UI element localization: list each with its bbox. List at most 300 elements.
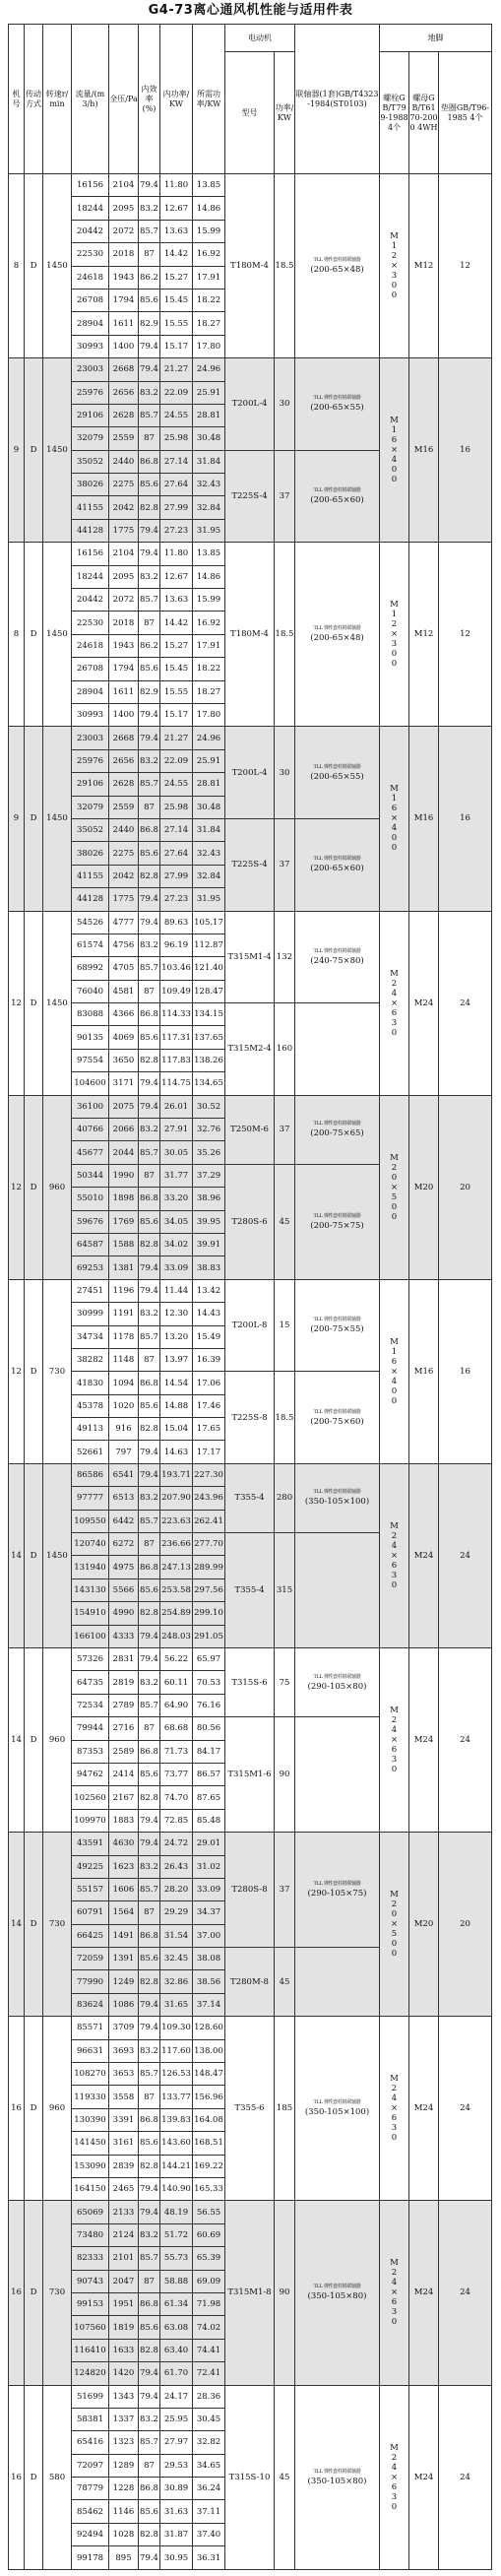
- required-power-cell: 37.14: [193, 1993, 225, 2016]
- flow-cell: 92494: [72, 2523, 109, 2545]
- flow-cell: 107560: [72, 2316, 109, 2339]
- table-row: [9, 727, 492, 749]
- efficiency-cell: 79.4: [139, 2177, 160, 2200]
- flow-cell: 52661: [72, 1441, 109, 1463]
- internal-power-cell: 15.45: [160, 658, 193, 680]
- required-power-cell: 13.85: [193, 543, 225, 565]
- flow-cell: 69253: [72, 1256, 109, 1279]
- internal-power-cell: 89.63: [160, 911, 193, 934]
- header-coupling: 联轴器(1套)GB/T4323-1984(ST0103): [295, 25, 380, 174]
- required-power-cell: 134.65: [193, 1072, 225, 1095]
- pressure-cell: 2066: [109, 1119, 139, 1141]
- motor-model-cell: T315S-10: [225, 2385, 275, 2570]
- efficiency-cell: 85.6: [139, 1948, 160, 1970]
- motor-power-cell: 90: [275, 1717, 295, 1833]
- nut-cell: M16: [409, 358, 439, 543]
- nut-cell: M16: [409, 727, 439, 911]
- motor-power-cell: 45: [275, 2385, 295, 2570]
- coupling-badge: TLL 弹性套柱销联轴器: [313, 625, 361, 632]
- pressure-cell: 4366: [109, 1003, 139, 1026]
- flow-cell: 55157: [72, 1878, 109, 1900]
- flow-cell: 22530: [72, 243, 109, 266]
- pressure-cell: 2047: [109, 2270, 139, 2292]
- pressure-cell: 2095: [109, 565, 139, 588]
- bolt-cell: M 1 2 × 3 0 0: [380, 543, 409, 727]
- efficiency-cell: 82.8: [139, 1233, 160, 1256]
- flow-cell: 58381: [72, 2408, 109, 2430]
- efficiency-cell: 86.2: [139, 266, 160, 289]
- pressure-cell: 3653: [109, 2063, 139, 2086]
- efficiency-cell: 85.7: [139, 773, 160, 796]
- efficiency-cell: 85.6: [139, 289, 160, 311]
- required-power-cell: 32.84: [193, 496, 225, 519]
- internal-power-cell: 34.02: [160, 1233, 193, 1256]
- machine-no-cell: 14: [9, 1648, 25, 1833]
- flow-cell: 76040: [72, 980, 109, 1002]
- required-power-cell: 243.96: [193, 1487, 225, 1510]
- coupling-spec: (200-75×75): [310, 1220, 364, 1231]
- speed-cell: 1450: [43, 543, 72, 727]
- flow-cell: 104600: [72, 1072, 109, 1095]
- internal-power-cell: 103.46: [160, 957, 193, 980]
- internal-power-cell: 34.05: [160, 1210, 193, 1233]
- motor-power-cell: 37: [275, 450, 295, 543]
- drive-cell: D: [25, 174, 43, 358]
- header-speed: 转速r/min: [43, 25, 72, 174]
- drive-cell: D: [25, 1463, 43, 1647]
- pressure-cell: 1337: [109, 2408, 139, 2430]
- speed-cell: 960: [43, 1095, 72, 1279]
- flow-cell: 26708: [72, 289, 109, 311]
- required-power-cell: 37.29: [193, 1164, 225, 1187]
- internal-power-cell: 29.29: [160, 1901, 193, 1924]
- coupling-spec: (200-65×55): [310, 403, 364, 414]
- required-power-cell: 32.76: [193, 1119, 225, 1141]
- required-power-cell: 121.40: [193, 957, 225, 980]
- required-power-cell: 112.87: [193, 934, 225, 956]
- flow-cell: 22530: [72, 612, 109, 634]
- motor-model-cell: T355-4: [225, 1533, 275, 1648]
- efficiency-cell: 79.4: [139, 174, 160, 197]
- drive-cell: D: [25, 1095, 43, 1279]
- flow-cell: 130390: [72, 2108, 109, 2131]
- flow-cell: 35052: [72, 818, 109, 841]
- efficiency-cell: 82.8: [139, 2339, 160, 2361]
- required-power-cell: 15.99: [193, 220, 225, 242]
- table-body: [9, 174, 492, 2570]
- bolt-cell: M 2 4 × 6 3 0: [380, 1648, 409, 1833]
- flow-cell: 141450: [72, 2132, 109, 2155]
- coupling-badge: TLL 弹性套柱销联轴器: [313, 1408, 361, 1415]
- flow-cell: 72534: [72, 1694, 109, 1716]
- bolt-cell: M 2 4 × 6 3 0: [380, 911, 409, 1095]
- drive-cell: D: [25, 358, 43, 543]
- speed-cell: 1450: [43, 911, 72, 1095]
- efficiency-cell: 85.6: [139, 2316, 160, 2339]
- internal-power-cell: 71.73: [160, 1740, 193, 1763]
- pressure-cell: 1391: [109, 1948, 139, 1970]
- internal-power-cell: 31.77: [160, 1164, 193, 1187]
- internal-power-cell: 14.42: [160, 612, 193, 634]
- internal-power-cell: 21.27: [160, 727, 193, 749]
- coupling-cell: [295, 450, 380, 543]
- pressure-cell: 1146: [109, 2500, 139, 2523]
- washer-cell: 16: [439, 1279, 492, 1463]
- coupling-badge: TLL 弹性套柱销联轴器: [313, 395, 361, 402]
- internal-power-cell: 58.88: [160, 2270, 193, 2292]
- nut-cell: M24: [409, 2201, 439, 2385]
- pressure-cell: 6442: [109, 1510, 139, 1532]
- coupling-spec: (350-105×80): [307, 2476, 367, 2486]
- efficiency-cell: 86.8: [139, 2108, 160, 2131]
- pressure-cell: 1611: [109, 680, 139, 703]
- flow-cell: 32079: [72, 796, 109, 818]
- coupling-cell: [295, 1717, 380, 1833]
- coupling-cell: [295, 1948, 380, 2017]
- drive-cell: D: [25, 1833, 43, 2017]
- internal-power-cell: 14.42: [160, 243, 193, 266]
- internal-power-cell: 11.44: [160, 1279, 193, 1302]
- flow-cell: 166100: [72, 1625, 109, 1647]
- coupling-cell: [295, 543, 380, 727]
- flow-cell: 45677: [72, 1141, 109, 1164]
- internal-power-cell: 30.05: [160, 1141, 193, 1164]
- required-power-cell: 30.45: [193, 2408, 225, 2430]
- efficiency-cell: 79.4: [139, 703, 160, 726]
- motor-power-cell: 37: [275, 1833, 295, 1948]
- required-power-cell: 148.47: [193, 2063, 225, 2086]
- efficiency-cell: 79.4: [139, 1072, 160, 1095]
- efficiency-cell: 86.8: [139, 2478, 160, 2500]
- motor-power-cell: 37: [275, 818, 295, 911]
- washer-cell: 16: [439, 358, 492, 543]
- flow-cell: 97554: [72, 1049, 109, 1071]
- required-power-cell: 36.24: [193, 2478, 225, 2500]
- required-power-cell: 169.22: [193, 2155, 225, 2177]
- efficiency-cell: 83.2: [139, 934, 160, 956]
- internal-power-cell: 207.90: [160, 1487, 193, 1510]
- pressure-cell: 2101: [109, 2247, 139, 2270]
- flow-cell: 29106: [72, 773, 109, 796]
- required-power-cell: 17.65: [193, 1418, 225, 1441]
- speed-cell: 730: [43, 1833, 72, 2017]
- pressure-cell: 2465: [109, 2177, 139, 2200]
- header-efficiency: 内效率(%): [139, 25, 160, 174]
- internal-power-cell: 139.83: [160, 2108, 193, 2131]
- internal-power-cell: 64.90: [160, 1694, 193, 1716]
- washer-cell: 24: [439, 1648, 492, 1833]
- required-power-cell: 38.83: [193, 1256, 225, 1279]
- required-power-cell: 28.81: [193, 773, 225, 796]
- internal-power-cell: 30.95: [160, 2546, 193, 2570]
- flow-cell: 108270: [72, 2063, 109, 2086]
- drive-cell: D: [25, 2201, 43, 2385]
- required-power-cell: 134.15: [193, 1003, 225, 1026]
- efficiency-cell: 79.4: [139, 2201, 160, 2223]
- internal-power-cell: 25.95: [160, 2408, 193, 2430]
- motor-model-cell: T280S-6: [225, 1164, 275, 1279]
- machine-no-cell: 14: [9, 1463, 25, 1647]
- efficiency-cell: 79.4: [139, 2362, 160, 2385]
- pressure-cell: 1990: [109, 1164, 139, 1187]
- pressure-cell: 3391: [109, 2108, 139, 2131]
- internal-power-cell: 31.54: [160, 1924, 193, 1947]
- flow-cell: 36100: [72, 1095, 109, 1118]
- header-washer: 垫圈GB/T96-1985 4个: [439, 52, 492, 174]
- efficiency-cell: 79.4: [139, 1463, 160, 1486]
- table-row: [9, 2201, 492, 2223]
- machine-no-cell: 9: [9, 358, 25, 543]
- header-motor-group: 电动机: [225, 25, 295, 52]
- internal-power-cell: 25.98: [160, 796, 193, 818]
- internal-power-cell: 27.99: [160, 496, 193, 519]
- coupling-spec: (200-75×60): [310, 1416, 364, 1427]
- pressure-cell: 2819: [109, 1671, 139, 1694]
- bolt-cell: M 1 6 × 4 0 0: [380, 727, 409, 911]
- flow-cell: 16156: [72, 174, 109, 197]
- internal-power-cell: 12.67: [160, 565, 193, 588]
- pressure-cell: 6541: [109, 1463, 139, 1486]
- pressure-cell: 2559: [109, 796, 139, 818]
- internal-power-cell: 68.68: [160, 1717, 193, 1740]
- efficiency-cell: 85.6: [139, 1578, 160, 1601]
- flow-cell: 49113: [72, 1418, 109, 1441]
- pressure-cell: 2095: [109, 197, 139, 220]
- efficiency-cell: 82.8: [139, 2523, 160, 2545]
- pressure-cell: 4777: [109, 911, 139, 934]
- required-power-cell: 18.27: [193, 312, 225, 335]
- flow-cell: 85462: [72, 2500, 109, 2523]
- pressure-cell: 2042: [109, 496, 139, 519]
- motor-model-cell: T315M1-6: [225, 1717, 275, 1833]
- efficiency-cell: 79.4: [139, 335, 160, 357]
- header-pressure: 全压/Pa: [109, 25, 139, 174]
- motor-power-cell: 30: [275, 358, 295, 451]
- flow-cell: 83624: [72, 1993, 109, 2016]
- pressure-cell: 2559: [109, 427, 139, 450]
- internal-power-cell: 61.70: [160, 2362, 193, 2385]
- internal-power-cell: 254.89: [160, 1602, 193, 1625]
- coupling-spec: (200-65×60): [310, 864, 364, 874]
- coupling-spec: (240-75×80): [310, 955, 364, 966]
- machine-no-cell: 12: [9, 1279, 25, 1463]
- pressure-cell: 1196: [109, 1279, 139, 1302]
- required-power-cell: 24.96: [193, 358, 225, 381]
- internal-power-cell: 31.65: [160, 1993, 193, 2016]
- motor-power-cell: 18.5: [275, 174, 295, 358]
- drive-cell: D: [25, 911, 43, 1095]
- washer-cell: 20: [439, 1095, 492, 1279]
- nut-cell: M24: [409, 2385, 439, 2570]
- speed-cell: 730: [43, 1279, 72, 1463]
- header-anchor-group: 地脚: [380, 25, 492, 52]
- internal-power-cell: 114.75: [160, 1072, 193, 1095]
- efficiency-cell: 83.2: [139, 1671, 160, 1694]
- flow-cell: 85571: [72, 2017, 109, 2039]
- pressure-cell: 1951: [109, 2292, 139, 2315]
- performance-table: [8, 24, 492, 2570]
- internal-power-cell: 33.20: [160, 1188, 193, 1210]
- flow-cell: 50344: [72, 1164, 109, 1187]
- motor-model-cell: T200L-4: [225, 727, 275, 819]
- efficiency-cell: 79.4: [139, 519, 160, 542]
- coupling-cell: [295, 1164, 380, 1279]
- efficiency-cell: 82.8: [139, 2155, 160, 2177]
- coupling-cell: [295, 727, 380, 819]
- required-power-cell: 87.65: [193, 1786, 225, 1809]
- required-power-cell: 299.10: [193, 1602, 225, 1625]
- internal-power-cell: 28.20: [160, 1878, 193, 1900]
- internal-power-cell: 14.88: [160, 1394, 193, 1417]
- efficiency-cell: 85.6: [139, 1763, 160, 1785]
- internal-power-cell: 27.99: [160, 865, 193, 887]
- internal-power-cell: 15.55: [160, 312, 193, 335]
- motor-model-cell: T280M-8: [225, 1948, 275, 2017]
- flow-cell: 43591: [72, 1833, 109, 1855]
- internal-power-cell: 60.11: [160, 1671, 193, 1694]
- required-power-cell: 32.43: [193, 474, 225, 496]
- required-power-cell: 56.55: [193, 2201, 225, 2223]
- efficiency-cell: 85.6: [139, 658, 160, 680]
- required-power-cell: 38.56: [193, 1970, 225, 1993]
- internal-power-cell: 31.63: [160, 2500, 193, 2523]
- table-row: [9, 1095, 492, 1118]
- internal-power-cell: 15.04: [160, 1418, 193, 1441]
- required-power-cell: 15.49: [193, 1325, 225, 1348]
- bolt-cell: M 2 0 × 5 0 0: [380, 1833, 409, 2017]
- motor-power-cell: 45: [275, 1948, 295, 2017]
- required-power-cell: 105.17: [193, 911, 225, 934]
- coupling-spec: (350-105×100): [304, 1497, 370, 1508]
- motor-model-cell: T225S-8: [225, 1372, 275, 1464]
- table-row: [9, 911, 492, 934]
- flow-cell: 30993: [72, 703, 109, 726]
- required-power-cell: 37.40: [193, 2523, 225, 2545]
- required-power-cell: 277.70: [193, 1533, 225, 1556]
- motor-power-cell: 45: [275, 1164, 295, 1279]
- required-power-cell: 16.92: [193, 243, 225, 266]
- flow-cell: 109970: [72, 1809, 109, 1832]
- efficiency-cell: 79.4: [139, 1625, 160, 1647]
- efficiency-cell: 83.2: [139, 749, 160, 772]
- internal-power-cell: 15.27: [160, 634, 193, 657]
- motor-power-cell: 37: [275, 1095, 295, 1164]
- efficiency-cell: 85.6: [139, 1210, 160, 1233]
- required-power-cell: 70.53: [193, 1671, 225, 1694]
- internal-power-cell: 15.17: [160, 335, 193, 357]
- internal-power-cell: 13.63: [160, 220, 193, 242]
- machine-no-cell: 14: [9, 1833, 25, 2017]
- nut-cell: M24: [409, 911, 439, 1095]
- required-power-cell: 289.99: [193, 1556, 225, 1578]
- flow-cell: 24618: [72, 266, 109, 289]
- internal-power-cell: 13.20: [160, 1325, 193, 1348]
- pressure-cell: 4581: [109, 980, 139, 1002]
- pressure-cell: 2124: [109, 2223, 139, 2246]
- nut-cell: M24: [409, 2017, 439, 2201]
- motor-power-cell: 18.5: [275, 1372, 295, 1464]
- internal-power-cell: 13.63: [160, 589, 193, 612]
- flow-cell: 99153: [72, 2292, 109, 2315]
- required-power-cell: 128.60: [193, 2017, 225, 2039]
- coupling-badge: TLL 弹性套柱销联轴器: [313, 763, 361, 770]
- flow-cell: 32079: [72, 427, 109, 450]
- efficiency-cell: 82.8: [139, 1049, 160, 1071]
- motor-power-cell: 315: [275, 1533, 295, 1648]
- flow-cell: 38282: [72, 1348, 109, 1371]
- efficiency-cell: 87: [139, 980, 160, 1002]
- flow-cell: 99178: [72, 2546, 109, 2570]
- pressure-cell: 6513: [109, 1487, 139, 1510]
- table-row: [9, 2385, 492, 2408]
- bolt-cell: M 2 4 × 6 3 0: [380, 1463, 409, 1647]
- required-power-cell: 74.02: [193, 2316, 225, 2339]
- internal-power-cell: 144.21: [160, 2155, 193, 2177]
- flow-cell: 30999: [72, 1303, 109, 1325]
- required-power-cell: 60.69: [193, 2223, 225, 2246]
- pressure-cell: 1623: [109, 1855, 139, 1878]
- table-row: [9, 2017, 492, 2039]
- motor-model-cell: T315M1-4: [225, 911, 275, 1003]
- internal-power-cell: 114.33: [160, 1003, 193, 1026]
- efficiency-cell: 85.6: [139, 2500, 160, 2523]
- machine-no-cell: 8: [9, 174, 25, 358]
- coupling-cell: [295, 174, 380, 358]
- efficiency-cell: 86.8: [139, 450, 160, 473]
- internal-power-cell: 22.09: [160, 749, 193, 772]
- internal-power-cell: 13.97: [160, 1348, 193, 1371]
- coupling-badge: TLL 弹性套柱销联轴器: [313, 486, 361, 493]
- efficiency-cell: 85.7: [139, 2063, 160, 2086]
- efficiency-cell: 83.2: [139, 381, 160, 404]
- efficiency-cell: 87: [139, 1717, 160, 1740]
- pressure-cell: 3558: [109, 2086, 139, 2108]
- efficiency-cell: 82.9: [139, 312, 160, 335]
- pressure-cell: 1819: [109, 2316, 139, 2339]
- pressure-cell: 1086: [109, 1993, 139, 2016]
- coupling-cell: [295, 1372, 380, 1464]
- required-power-cell: 168.51: [193, 2132, 225, 2155]
- required-power-cell: 17.91: [193, 634, 225, 657]
- required-power-cell: 34.37: [193, 1901, 225, 1924]
- bolt-cell: M 1 6 × 4 0 0: [380, 358, 409, 543]
- flow-cell: 45378: [72, 1394, 109, 1417]
- table-row: [9, 358, 492, 381]
- motor-model-cell: T250M-6: [225, 1095, 275, 1164]
- flow-cell: 24618: [72, 634, 109, 657]
- pressure-cell: 4333: [109, 1625, 139, 1647]
- flow-cell: 55010: [72, 1188, 109, 1210]
- table-row: [9, 1279, 492, 1302]
- pressure-cell: 2414: [109, 1763, 139, 1785]
- speed-cell: 730: [43, 2201, 72, 2385]
- efficiency-cell: 83.2: [139, 565, 160, 588]
- washer-cell: 24: [439, 2201, 492, 2385]
- efficiency-cell: 82.8: [139, 1970, 160, 1993]
- flow-cell: 78779: [72, 2478, 109, 2500]
- required-power-cell: 25.91: [193, 749, 225, 772]
- nut-cell: M20: [409, 1095, 439, 1279]
- pressure-cell: 2042: [109, 865, 139, 887]
- flow-cell: 25976: [72, 749, 109, 772]
- internal-power-cell: 56.22: [160, 1648, 193, 1671]
- required-power-cell: 38.96: [193, 1188, 225, 1210]
- coupling-cell: [295, 1833, 380, 1948]
- efficiency-cell: 85.7: [139, 589, 160, 612]
- flow-cell: 54526: [72, 911, 109, 934]
- efficiency-cell: 85.7: [139, 957, 160, 980]
- required-power-cell: 65.97: [193, 1648, 225, 1671]
